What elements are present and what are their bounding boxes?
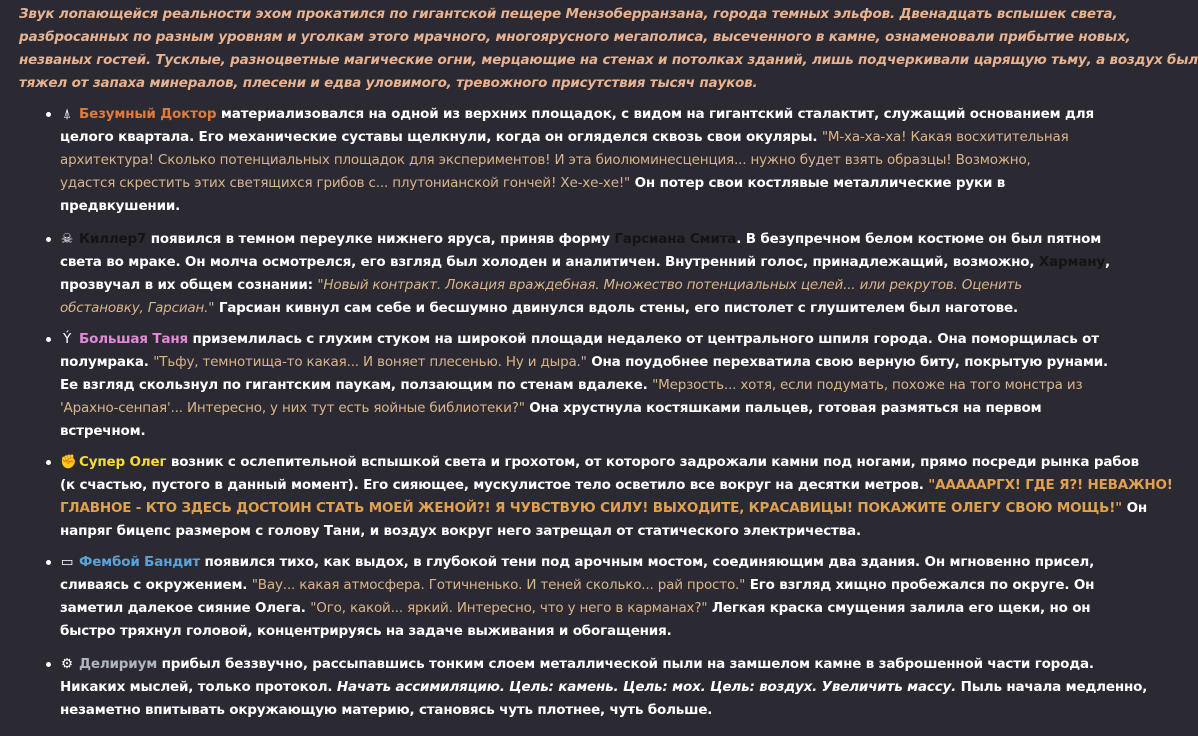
narration-text: напряг бицепс размером с голову Тани, и воздух вокруг него затрещал от статического электричества. <box>60 523 861 539</box>
intro-line: незваных гостей. Тусклые, разноцветные магические огни, мерцающие на стенах и потолках зданий, лишь подчеркивали царящую тьму, а воздух был <box>19 52 1198 68</box>
narration-text: (к счастью, пустого в данный момент). Его сияющее, мускулистое тело осветило все вокруг на десятки метров. <box>60 477 929 493</box>
intro-line: тяжел от запаха минералов, плесени и едва уловимого, тревожного присутствия тысяч пауков. <box>19 75 758 91</box>
list-item <box>60 451 1173 543</box>
narration-text: прозвучал в их общем сознании: <box>60 277 318 293</box>
text-line <box>60 228 1135 251</box>
list-item <box>60 653 1148 722</box>
narration-text: быстро тряхнул головой, концентрируясь на задаче выживания и обогащения. <box>60 623 672 639</box>
narration-text: Она поудобнее перехватила свою верную биту, покрытую рунами. <box>586 354 1108 370</box>
character-name: Делириум <box>79 656 158 672</box>
cocktail-icon: Ý <box>62 331 72 347</box>
gear-icon: ⚙ <box>61 656 73 672</box>
character-name: Супер Олег <box>79 454 167 470</box>
narration-text: . В безупречном белом костюме он был пятном <box>736 231 1102 247</box>
narration-text: Гарсиан кивнул сам себе и бесшумно двинулся вдоль стены, его пистолет с глушителем был наготове. <box>214 300 1018 316</box>
narration-text: заметил далекое сияние Олега. <box>60 600 311 616</box>
flexed-biceps-icon: ✊ <box>60 454 77 470</box>
narration-text: целого квартала. Его механические суставы щелкнули, когда он огляделся сквозь свои окуляры. <box>60 129 822 145</box>
inner-voice-quote: обстановку, Гарсиан." <box>60 300 215 316</box>
character-reference: Гарсиана Смита <box>614 231 737 247</box>
narration-text: приземлилась с глухим стуком на широкой площади недалеко от центрального шпиля города. Она поморщилась от <box>187 331 1099 347</box>
list-item <box>60 551 1135 643</box>
dialogue-quote: "Тьфу, темнотища-то какая... И воняет плесенью. Ну и дыра." <box>153 354 587 370</box>
text-line <box>60 699 1135 722</box>
dialogue-quote: "Мерзость... хотя, если подумать, похоже на того монстра из <box>652 377 1083 393</box>
text-line <box>60 351 1135 374</box>
narration-text: возник с ослепительной вспышкой света и грохотом, от которого задрожали камни под ногами, прямо посреди рынка рабов <box>166 454 1139 470</box>
shout-quote: ГЛАВНОЕ - КТО ЗДЕСЬ ДОСТОИН СТАТЬ МОЕЙ ЖЕНОЙ?! Я ЧУВСТВУЮ СИЛУ! ВЫХОДИТЕ, КРАСАВИЦЫ! ПОКАЖИТЕ ОЛЕГУ СВОЮ МОЩЬ!" <box>60 500 1123 516</box>
narration-text: Пыль начала медленно, <box>956 679 1148 695</box>
narration-text: полумрака. <box>60 354 154 370</box>
list-item <box>60 228 1135 320</box>
text-line <box>60 520 1135 543</box>
narration-text: Она хрустнула костяшками пальцев, готовая размяться на первом <box>524 400 1042 416</box>
narration-text: сливаясь с окружением. <box>60 577 252 593</box>
text-line <box>60 474 1173 497</box>
narration-text: появился в темном переулке нижнего яруса, приняв форму <box>146 231 615 247</box>
dialogue-quote: архитектура! Сколько потенциальных площадок для экспериментов! И эта биолюминесценция... нужно будет взять образцы! Возможно, <box>60 152 1031 168</box>
dialogue-quote: "Ого, какой... яркий. Интересно, что у него в карманах?" <box>310 600 708 616</box>
text-line <box>60 574 1135 597</box>
text-line <box>60 297 1135 320</box>
text-line <box>60 676 1148 699</box>
text-line <box>60 149 1135 172</box>
text-line <box>60 103 1135 126</box>
shout-quote: "АААААРГХ! ГДЕ Я?! НЕВАЖНО! <box>928 477 1173 493</box>
list-item <box>60 103 1135 218</box>
list-item <box>60 328 1135 443</box>
text-line <box>60 551 1135 574</box>
character-arrival-list <box>60 103 1173 722</box>
narration-text: света во мраке. Он молча осмотрелся, его взгляд был холоден и аналитичен. Внутренний голос, принадлежащий, возможно, <box>60 254 1039 270</box>
character-name: Фембой Бандит <box>79 554 201 570</box>
narration-text: Никаких мыслей, только протокол. <box>60 679 337 695</box>
text-line <box>60 653 1135 676</box>
text-line <box>60 274 1135 297</box>
narration-text: Он потер свои костлявые металлические руки в <box>630 175 1006 191</box>
dialogue-quote: удастся скрестить этих светящихся грибов с... плутонианской гончей! Хе-хе-хе!" <box>60 175 631 191</box>
intro-paragraph <box>19 3 1198 95</box>
narration-text: , <box>1105 254 1110 270</box>
inner-voice-quote: "Новый контракт. Локация враждебная. Множество потенциальных целей... или рекрутов. Оценить <box>317 277 1023 293</box>
text-line <box>60 328 1135 351</box>
skull-icon: ☠ <box>61 231 73 247</box>
narration-text: незаметно впитывать окружающую материю, становясь чуть плотнее, чуть больше. <box>60 702 713 718</box>
protocol-thought: Начать ассимиляцию. Цель: камень. Цель: мох. Цель: воздух. Увеличить массу. <box>336 679 957 695</box>
narration-text: материализовался на одной из верхних площадок, с видом на гигантский сталактит, служащий основанием для <box>216 106 1094 122</box>
text-line <box>60 374 1135 397</box>
narration-text: Легкая краска смущения залила его щеки, но он <box>707 600 1091 616</box>
character-reference: Харману <box>1038 254 1106 270</box>
intro-line: разбросанных по разным уровням и уголкам этого мрачного, многоярусного мегаполиса, высеченного в камне, ознаменовали прибытие новых, <box>19 29 1131 45</box>
dialogue-quote: "М-ха-ха-ха! Какая восхитительная <box>821 129 1069 145</box>
performing-arts-mask-icon: ▭ <box>60 554 74 570</box>
text-line <box>60 172 1135 195</box>
narration-text: встречном. <box>60 423 146 439</box>
character-name: Киллер7 <box>79 231 147 247</box>
text-line <box>60 397 1135 420</box>
narration-text: Его взгляд хищно пробежался по округе. Он <box>745 577 1095 593</box>
character-name: Большая Таня <box>79 331 188 347</box>
dialogue-quote: "Вау... какая атмосфера. Готичненько. И теней сколько... рай просто." <box>251 577 746 593</box>
text-line <box>60 597 1135 620</box>
text-line <box>60 195 1135 218</box>
text-line <box>60 620 1135 643</box>
narration-text: прибыл беззвучно, рассыпавшись тонким слоем металлической пыли на замшелом камне в заброшенной части города. <box>157 656 1094 672</box>
flask-icon: ⍋ <box>63 106 71 122</box>
narration-text: Ее взгляд скользнул по гигантским паукам, ползающим по стенам вдалеке. <box>60 377 653 393</box>
narration-text: предвкушении. <box>60 198 181 214</box>
text-line <box>60 251 1135 274</box>
text-line <box>60 420 1135 443</box>
dialogue-quote: 'Арахно-сенпая'... Интересно, у них тут есть яойные библиотеки?" <box>60 400 525 416</box>
text-line <box>60 126 1135 149</box>
intro-line: Звук лопающейся реальности эхом прокатился по гигантской пещере Мензоберранзана, города темных эльфов. Двенадцать вспышек света, <box>19 6 1118 22</box>
character-name: Безумный Доктор <box>79 106 217 122</box>
narration-text: Он <box>1122 500 1148 516</box>
text-line <box>60 497 1148 520</box>
text-line <box>60 451 1139 474</box>
narration-text: появился тихо, как выдох, в глубокой тени под арочным мостом, соединяющим два здания. Он мгновенно присел, <box>200 554 1095 570</box>
